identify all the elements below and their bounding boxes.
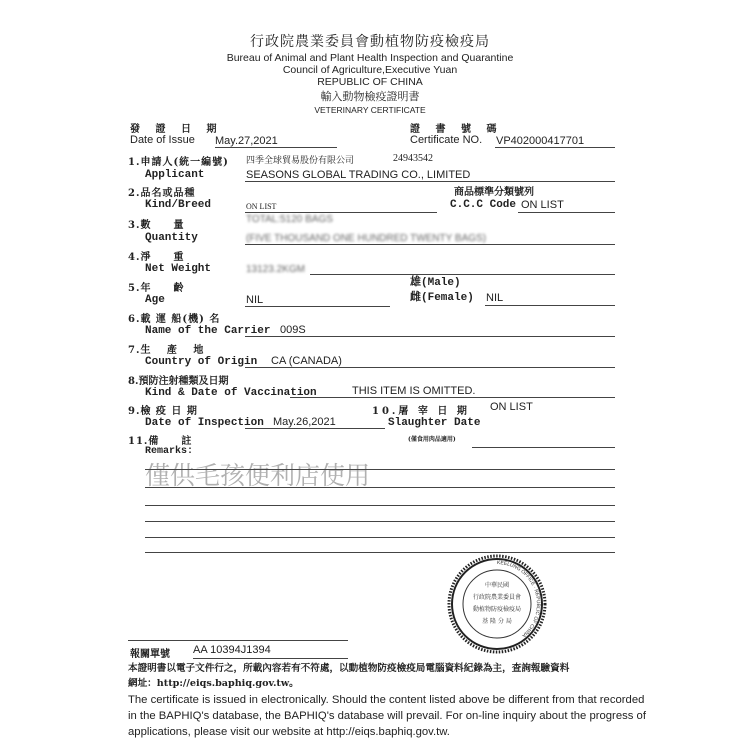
seal-line-3: 動植物防疫檢疫局 bbox=[472, 606, 521, 613]
origin-label-zh: 7.生 產 地 bbox=[128, 345, 205, 356]
quantity-label: Quantity bbox=[145, 232, 198, 244]
origin-label: Country of Origin bbox=[145, 356, 258, 368]
sex-value: NIL bbox=[486, 292, 504, 304]
issue-label: Date of Issue bbox=[130, 134, 195, 146]
certno-label: Certificate NO. bbox=[410, 134, 483, 146]
customs-label: 報關單號 bbox=[130, 649, 170, 660]
vaccination-label: Kind & Date of Vaccination bbox=[145, 387, 317, 399]
issue-label-zh: 發 證 日 期 bbox=[130, 124, 223, 135]
country-title: REPUBLIC OF CHINA bbox=[317, 76, 423, 88]
weight-label-zh: 4.淨 重 bbox=[128, 252, 185, 263]
applicant-label: Applicant bbox=[145, 169, 205, 181]
age-label-zh: 5.年 齡 bbox=[128, 283, 185, 294]
applicant-name-zh: 四季全球貿易股份有限公司 bbox=[246, 156, 355, 166]
quantity-label-zh: 3.數 量 bbox=[128, 220, 185, 231]
female-label: 雌(Female) bbox=[410, 292, 474, 304]
slaughter-note: (僅食用肉品適用) bbox=[408, 436, 456, 443]
carrier-label-zh: 6.載 運 船(機) 名 bbox=[128, 314, 221, 325]
applicant-id: 24943542 bbox=[393, 153, 433, 164]
vaccination-value: THIS ITEM IS OMITTED. bbox=[352, 385, 476, 397]
seal-line-2: 行政院農業委員會 bbox=[472, 594, 521, 601]
official-seal bbox=[447, 554, 547, 654]
ccc-label: C.C.C Code bbox=[450, 199, 517, 211]
remarks-label: Remarks: bbox=[145, 446, 194, 457]
age-label: Age bbox=[145, 294, 165, 306]
cert-title-zh: 輸入動物檢疫證明書 bbox=[320, 90, 420, 103]
quantity-words: (FIVE THOUSAND ONE HUNDRED TWENTY BAGS) bbox=[246, 233, 487, 244]
notice-en-2: in the BAPHIQ's database, the BAPHIQ's database will prevail. For on-line inquiry about the progress of bbox=[128, 710, 646, 722]
remarks-label-zh: 11.備 註 bbox=[128, 436, 193, 447]
certno-label-zh: 證 書 號 碼 bbox=[410, 124, 503, 135]
applicant-name: SEASONS GLOBAL TRADING CO., LIMITED bbox=[246, 169, 471, 181]
carrier-value: 009S bbox=[280, 324, 306, 336]
kind-value: ON LIST bbox=[246, 202, 277, 211]
notice-en-3: applications, please visit our website at http://eiqs.baphiq.gov.tw. bbox=[128, 726, 450, 738]
ccc-label-zh: 商品標準分類號列 bbox=[454, 187, 534, 198]
quantity-total: TOTAL:5120 BAGS bbox=[246, 214, 333, 225]
notice-en-1: The certificate is issued in electronically. Should the content listed above be different from that recorded bbox=[128, 694, 645, 706]
ccc-value: ON LIST bbox=[521, 199, 564, 211]
bureau-title-en: Bureau of Animal and Plant Health Inspection and Quarantine bbox=[226, 52, 514, 64]
bureau-title-zh: 行政院農業委員會動植物防疫檢疫局 bbox=[250, 34, 490, 50]
applicant-label-zh: 1.申請人(統一編號) bbox=[128, 157, 229, 168]
age-value: NIL bbox=[246, 294, 264, 306]
vaccination-label-zh: 8.預防注射種類及日期 bbox=[128, 376, 229, 387]
inspection-date: May.26,2021 bbox=[273, 416, 336, 428]
origin-value: CA (CANADA) bbox=[271, 355, 342, 367]
slaughter-value: ON LIST bbox=[490, 401, 533, 413]
watermark: 僅供毛孩便利店使用 bbox=[145, 461, 371, 490]
seal-line-4: 基 隆 分 局 bbox=[482, 618, 512, 625]
certificate-number: VP402000417701 bbox=[496, 135, 585, 147]
net-weight: 13123.2KGM bbox=[246, 264, 305, 275]
slaughter-label-zh: 10.屠 宰 日 期 bbox=[372, 406, 470, 417]
male-label: 雄(Male) bbox=[410, 277, 461, 289]
seal-ring-text: KEELUNG OFFICE · REPUBLIC OF CHINA bbox=[496, 559, 541, 639]
customs-number: AA 10394J1394 bbox=[193, 644, 271, 656]
notice-zh-1: 本證明書以電子文件行之，所載內容若有不符處，以動植物防疫檢疫局電腦資料紀錄為主，查詢報驗資料 bbox=[128, 663, 570, 674]
inspection-label-zh: 9.檢 疫 日 期 bbox=[128, 406, 198, 417]
inspection-label: Date of Inspection bbox=[145, 417, 264, 429]
council-title: Council of Agriculture,Executive Yuan bbox=[282, 64, 458, 76]
carrier-label: Name of the Carrier bbox=[145, 325, 271, 337]
slaughter-label: Slaughter Date bbox=[388, 417, 481, 429]
kind-label: Kind/Breed bbox=[145, 199, 212, 211]
notice-zh-2: 網址：http://eiqs.baphiq.gov.tw。 bbox=[128, 678, 299, 689]
kind-label-zh: 2.品名或品種 bbox=[128, 188, 196, 199]
cert-title-en: VETERINARY CERTIFICATE bbox=[314, 105, 426, 115]
seal-line-1: 中華民國 bbox=[484, 582, 509, 589]
weight-label: Net Weight bbox=[145, 263, 212, 275]
issue-date: May.27,2021 bbox=[215, 135, 278, 147]
